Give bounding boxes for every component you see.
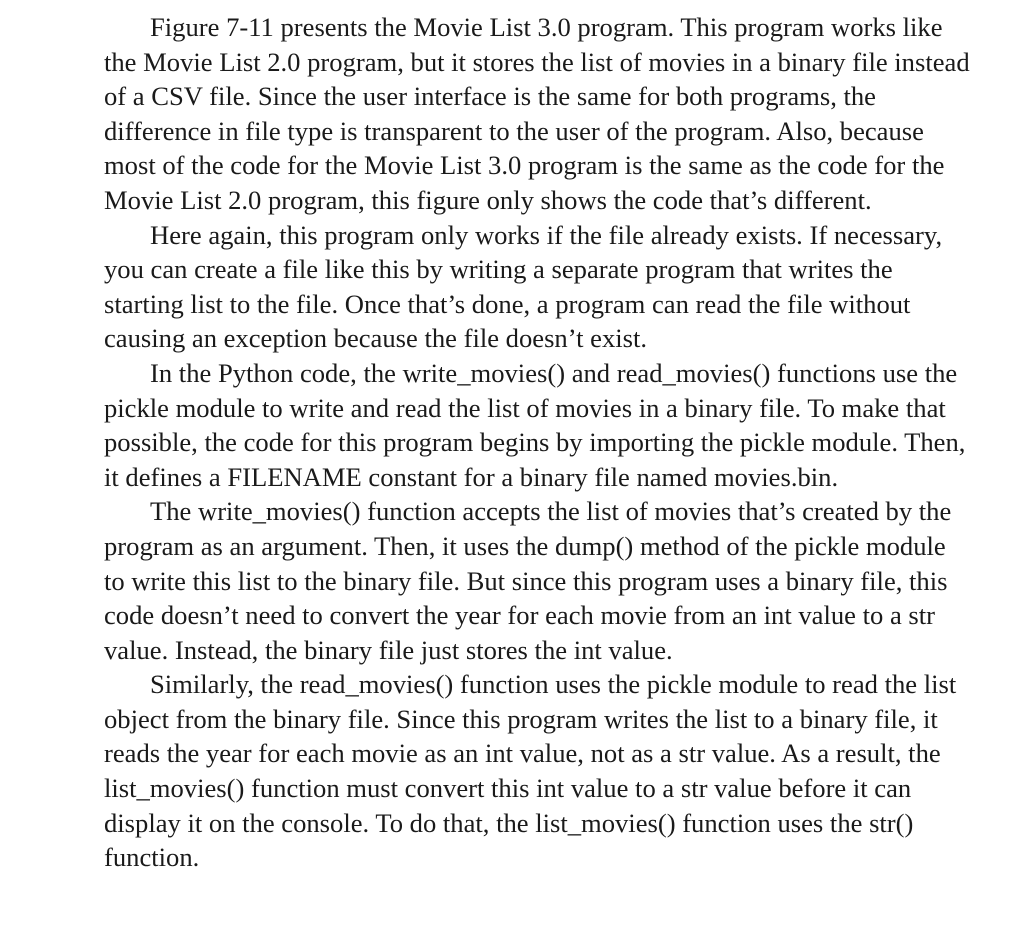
text-line: of a CSV file. Since the user interface is the same for both programs, the <box>104 81 876 112</box>
text-line: In the Python code, the write_movies() and read_movies() functions use the <box>150 357 958 388</box>
text-line: value. Instead, the binary file just stores the int value. <box>104 634 673 665</box>
text-line: Here again, this program only works if the file already exists. If necessary, <box>150 219 943 250</box>
text-line: display it on the console. To do that, the list_movies() function uses the str() <box>104 807 914 838</box>
text-line: reads the year for each movie as an int value, not as a str value. As a result, the <box>104 738 941 769</box>
text-line: function. <box>104 842 200 873</box>
text-line: Movie List 2.0 program, this figure only shows the code that’s different. <box>104 184 872 215</box>
text-line: Figure 7-11 presents the Movie List 3.0 program. This program works like <box>150 12 943 42</box>
paragraph-2 <box>58 218 1020 356</box>
text-line: pickle module to write and read the list of movies in a binary file. To make that <box>104 392 946 423</box>
document-body <box>58 10 1020 875</box>
text-line: it defines a FILENAME constant for a binary file named movies.bin. <box>104 461 839 492</box>
text-line: you can create a file like this by writing a separate program that writes the <box>104 254 893 285</box>
text-line: possible, the code for this program begins by importing the pickle module. Then, <box>104 427 966 458</box>
text-line: Similarly, the read_movies() function uses the pickle module to read the list <box>150 669 957 700</box>
text-line: starting list to the file. Once that’s done, a program can read the file without <box>104 288 911 319</box>
text-line: program as an argument. Then, it uses the dump() method of the pickle module <box>104 530 946 561</box>
text-line: most of the code for the Movie List 3.0 program is the same as the code for the <box>104 150 945 181</box>
text-line: list_movies() function must convert this int value to a str value before it can <box>104 773 912 804</box>
paragraph-3 <box>58 356 1020 494</box>
text-line: the Movie List 2.0 program, but it stores the list of movies in a binary file instead <box>104 46 970 77</box>
text-line: The write_movies() function accepts the list of movies that’s created by the <box>150 496 952 527</box>
text-line: causing an exception because the file doesn’t exist. <box>104 323 648 354</box>
text-line: to write this list to the binary file. But since this program uses a binary file, this <box>104 565 948 596</box>
text-line: code doesn’t need to convert the year for each movie from an int value to a str <box>104 600 935 631</box>
paragraph-1 <box>58 10 1020 218</box>
text-line: difference in file type is transparent to the user of the program. Also, because <box>104 115 924 146</box>
paragraph-5 <box>58 667 1020 875</box>
paragraph-4 <box>58 494 1020 667</box>
text-line: object from the binary file. Since this program writes the list to a binary file, it <box>104 703 938 734</box>
